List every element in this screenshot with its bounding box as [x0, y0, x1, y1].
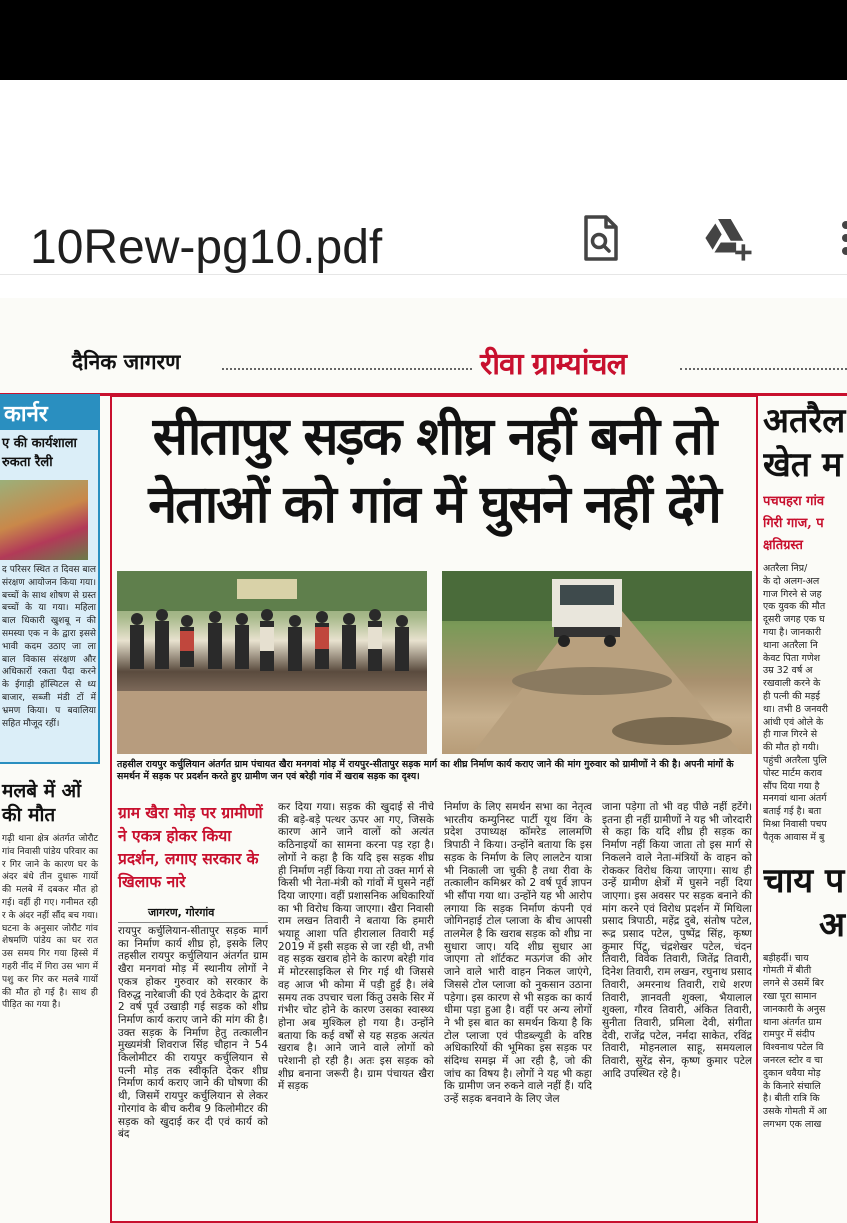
corner-box-title: कार्नर: [0, 396, 98, 430]
right-column: [763, 395, 847, 1223]
text-line: ही गाज गिरने से: [763, 729, 818, 741]
road-photo: [442, 571, 752, 754]
text-line: गया है। जानकारी: [763, 626, 822, 638]
text-line: आंधी एवं ओले के: [763, 716, 824, 728]
text-line: की मौत हो गयी।: [763, 742, 820, 754]
text-line: ही पत्नी की मड़ई: [763, 690, 821, 702]
drive-add-icon[interactable]: [700, 208, 756, 268]
left-story-headline: मलबे में ओं की मौत: [2, 780, 82, 826]
pdf-viewer[interactable]: [0, 276, 847, 1223]
text-line: थाना अंतर्गत ग्राम: [763, 1016, 822, 1028]
photo-caption: तहसील रायपुर कर्चुलियान अंतर्गत ग्राम पंचायत खैरा मनगवां मोड़ में रायपुर-सीतापुर सड़क मार्ग का शीघ्र निर्माण कार्य कराए जाने की मांग गुरुवार को ग्रामीणों ने की है। अपनी मांगों के समर्थन में सड़क पर प्रदर्शन करते हुए ग्रामीण जन एवं बरेही गांव में खराब सड़क का दृश्य।: [117, 759, 734, 782]
corner-box: [0, 394, 100, 764]
right-headline-1-line-1: अतरैल: [763, 401, 846, 441]
text-line: पैतृक आवास में बु: [763, 831, 825, 843]
text-line: रखा पूरा सामान: [763, 990, 817, 1002]
text-line: के दो अलग-अल: [763, 575, 820, 587]
text-line: जनरल स्टोर व चा: [763, 1054, 823, 1066]
newspaper-page: [0, 298, 847, 1223]
text-line: बड़ीहर्दी। चाय: [763, 952, 809, 964]
protest-photo: [117, 571, 427, 754]
right-headline-1-line-2: खेत म: [763, 445, 843, 485]
app-toolbar: [0, 80, 847, 275]
text-line: केवट पिता गणेश: [763, 652, 821, 664]
right-subhead-line-3: क्षतिग्रस्त: [763, 538, 803, 553]
right-subhead-line-1: पचपहरा गांव: [763, 494, 825, 509]
text-line: बताई गई है। बता: [763, 806, 822, 818]
story-column-1: रायपुर कर्चुलियान-सीतापुर सड़क मार्ग का निर्माण कार्य शीघ्र हो, इसके लिए तहसील रायपुर कर्चुलियान अंतर्गत ग्राम खैरा मनगवां मोड़ में स्थानीय लोगों ने एकत्र होकर गुरुवार को सरकार के विरुद्ध नारेबाजी की एवं ठेकेदार के द्वारा 2 वर्ष पूर्व उखाड़ी गई सड़क को शीघ्र निर्माण कार्य कराए जाने की मांग की है। उक्त सड़क के निर्माण हेतु तत्कालीन मुख्यमंत्री शिवराज सिंह चौहान ने 54 किलोमीटर की रायपुर कर्चुलियान से पत्नी मोड़ तक स्वीकृति देकर शीघ्र निर्माण कार्य कराए जाने की घोषणा की थी, जिसमें रायपुर कर्चुलियान से लेकर गोरगांव के बीच करीब 9 किलोमीटर की सड़क को खुदाई कर दी एवं कार्य को बंद: [118, 925, 268, 1141]
text-line: दुकान धवैया मोड़: [763, 1067, 821, 1079]
text-line: थाना अतरैला नि: [763, 639, 818, 651]
text-line: सौंप दिया गया है: [763, 780, 820, 792]
text-line: मनगवां थाना अंतर्ग: [763, 793, 827, 805]
text-line: लगभग एक लाख: [763, 1118, 822, 1130]
text-line: है। बीती रात्रि कि: [763, 1093, 820, 1105]
masthead-divider: [222, 368, 472, 370]
right-headline-2-line-2: अ: [819, 904, 845, 945]
text-line: के किनारे संचालि: [763, 1080, 821, 1092]
story-subheadline: ग्राम खैरा मोड़ पर ग्रामीणों ने एकत्र होकर किया प्रदर्शन, लगाए सरकार के खिलाफ नारे: [118, 803, 263, 891]
text-line: मिश्रा निवासी पचप: [763, 818, 827, 830]
corner-box-text: द परिसर स्थित त दिवस बाल संरक्षण आयोजन किया गया। बच्चों के साथ शोषण से ग्रस्त बच्चों के या गया। महिला बाल धिकारी खुशबू न की समस्या एक न के द्वारा इससे भावी कदम उठाए जा ला बाल विकास संरक्षण और अधिकारों रकता पैदा करने के ईगाड़ी हॉस्पिटल से ध्य बाजार, सब्जी मंडी टों में भ्रमण किया। प बवालिया सहित मौजूद रहीं।: [2, 565, 96, 729]
more-vert-icon[interactable]: [820, 208, 847, 268]
text-line: लगने से उसमें बिर: [763, 978, 824, 990]
search-document-icon[interactable]: [572, 208, 628, 268]
text-line: अतरैला निप्र/: [763, 563, 808, 574]
text-line: विश्वनाथ पटेल वि: [763, 1042, 824, 1054]
text-line: दूसरी जगह एक घ: [763, 614, 825, 626]
text-line: रामपुर में संदीप: [763, 1029, 815, 1041]
corner-box-photo: [0, 480, 88, 560]
masthead-divider: [680, 368, 847, 370]
byline: जागरण, गोरगांव: [148, 906, 215, 919]
story-column-3: निर्माण के लिए समर्थन सभा का नेतृत्व भारतीय कम्युनिस्ट पार्टी यूथ विंग के प्रदेश उपाध्यक्ष कॉमरेड लालमणि त्रिपाठी ने किया। उन्होंने बताया कि इस सड़क के निर्माण के लिए लालटेन यात्रा भी निकाली जा चुकी है तथा रीवा के तत्कालीन कमिश्नर को 2 वर्ष पूर्व ज्ञापन भी सौंपा गया था। उन्होंने यह भी आरोप लगाया कि सड़क निर्माण कंपनी एवं जोगिनहाई टोल प्लाजा के बीच आपसी तालमेल है कि खराब सड़क को शीघ्र ना सुधारा जाए। यदि शीघ्र सुधार आ जाएगा तो शॉर्टकट मऊगंज की ओर जाने वाले भारी वाहन निकल जाएंगे, जिससे टोल प्लाजा को नुकसान उठाना पड़ेगा। इस कारण से भी सड़क का कार्य धीमा पड़ा हुआ है। वहीं पर अन्य लोगों ने भी इस बात का समर्थन किया है कि टोल प्लाजा एवं पीडब्ल्यूडी के वरिष्ठ अधिकारियों की भूमिका इस सड़क पर संदिग्ध समझ में आ रही है, जो की जांच का विषय है। लोगों ने यह भी कहा कि ग्रामीण जन रुकने वाले नहीं हैं। यदि उन्हें सड़क बनवाने के लिए जेल: [444, 801, 592, 1106]
corner-box-subtitle: ए की कार्यशाला रुकता रैली: [2, 436, 77, 470]
section-name: रीवा ग्राम्यांचल: [480, 347, 626, 382]
publication-name: दैनिक जागरण: [72, 349, 181, 374]
right-story-1-text: [763, 563, 847, 845]
text-line: गाज गिरने से जह: [763, 588, 822, 600]
text-line: रखवाली करने के: [763, 678, 821, 690]
main-story: [110, 395, 758, 1223]
text-line: था। तभी 8 जनवरी: [763, 703, 828, 715]
text-line: एक युवक की मौत: [763, 601, 826, 613]
story-column-4: जाना पड़ेगा तो भी वह पीछे नहीं हटेंगे। इतना ही नहीं ग्रामीणों ने यह भी जोरदारी से कहा कि यदि शीघ्र ही सड़क का निर्माण नहीं किया जाता तो इस मार्ग से निकलने वाले नेता-मंत्रियों के वाहन को रोककर विरोध किया जाएगा। साथ ही उन्हें ग्रामीण क्षेत्रों में घुसने नहीं दिया जाएगा। इस अवसर पर सड़क बनाने की मांग करने एवं विरोध प्रदर्शन में मिथिला प्रसाद त्रिपाठी, महेंद्र दुबे, संतोष पटेल, रूद्र प्रसाद पटेल, पुष्पेंद्र सिंह, कृष्ण कुमार पिंटू, चंद्रशेखर पटेल, चंदन तिवारी, विवेक तिवारी, जितेंद्र तिवारी, दिनेश तिवारी, राम लखन, रघुनाथ प्रसाद तिवारी, अमरनाथ तिवारी, राधे शरण तिवारी, ज्ञानवती शुक्ला, भैयालाल शुक्ला, गौरव तिवारी, अंकित तिवारी, सुनीता तिवारी, प्रमिला देवी, संगीता देवी, राजेंद्र पटेल, नर्मदा साकेत, रविंद्र तिवारी, मोहनलाल साहू, समयलाल तिवारी, सुरेंद्र सेन, कृष्ण कुमार पटेल आदि उपस्थित रहे है।: [602, 801, 752, 1080]
masthead: [0, 342, 847, 382]
headline-line-2: नेताओं को गांव में घुसने नहीं देंगे: [148, 475, 720, 535]
right-headline-2-line-1: चाय प: [763, 860, 845, 901]
text-line: गोमती में बीती: [763, 965, 812, 977]
text-line: उसके गोमती में आ: [763, 1106, 827, 1118]
text-line: उम्र 32 वर्ष अ: [763, 665, 813, 677]
status-bar: [0, 0, 847, 80]
right-subhead-line-2: गिरी गाज, प: [763, 516, 824, 531]
story-column-2: कर दिया गया। सड़क की खुदाई से नीचे की बड़े-बड़े पत्थर ऊपर आ गए, जिसके कारण आने जाने वालों को अत्यंत कठिनाइयों का सामना करना पड़ रहा है। लोगों ने कहा है कि यदि इस सड़क शीघ्र ही निर्माण नहीं किया गया तो उक्त मार्ग से किसी भी नेता-मंत्री को गांवों में घुसने नहीं दिया जाएगा। वहीं प्रशासनिक अधिकारियों का भी विरोध किया जाएगा। खैरा निवासी राम लखन तिवारी ने बताया कि हमारी भयाहू आशा पति हीरालाल तिवारी मई 2019 में इसी सड़क से जा रही थी, तभी वह सड़क खराब होने के कारण बरेही गांव में मोटरसाइकिल से गिर गई थी जिससे वह आज भी कोमा में पड़ी हुई है। लंबे समय तक उपचार चला किंतु उसके सिर में गंभीर चोट होने के कारण उसका स्वास्थ्य होना अब मुश्किल हो गया है। उन्होंने बताया कि कई वर्षों से यह सड़क अत्यंत खराब है। आने जाने वाले लोगों को परेशानी हो रही है। अतः इस सड़क को शीघ्र बनाना जरूरी है। ग्राम पंचायत खैरा में सड़क: [278, 801, 434, 1093]
left-story-text: गढ़ी थाना क्षेत्र अंतर्गत जोरौट गांव निवासी पांडेय परिवार का र गिर जाने के कारण घर के अंदर बंधे तीन दुधारू गायों की मलबे में दबकर मौत हो गई। वहीं ही गए। गनीमत रही र के अंदर नहीं सौंद बच गया। घटना के अनुसार जोरौट गांव शेषमणि पांडेय का घर रात उस समय गिर गया हिस्से में गहरी नींद में गिरा उस भाग में पशु कर गिर कर मलबे गायों की मौत हो गई है। साथ ही पीड़ित का गया है।: [2, 834, 98, 1011]
text-line: जानकारी के अनुस: [763, 1003, 826, 1015]
text-line: पहुंची अतरैला पुलि: [763, 754, 827, 766]
byline-rule: [118, 922, 268, 923]
text-line: पोस्ट मार्टम कराव: [763, 767, 823, 779]
main-headline: [112, 403, 756, 539]
headline-line-1: सीतापुर सड़क शीघ्र नहीं बनी तो: [152, 407, 716, 467]
right-story-2-text: [763, 953, 847, 1132]
left-column: [0, 394, 103, 1223]
document-title: 10Rew-pg10.pdf: [30, 221, 383, 274]
